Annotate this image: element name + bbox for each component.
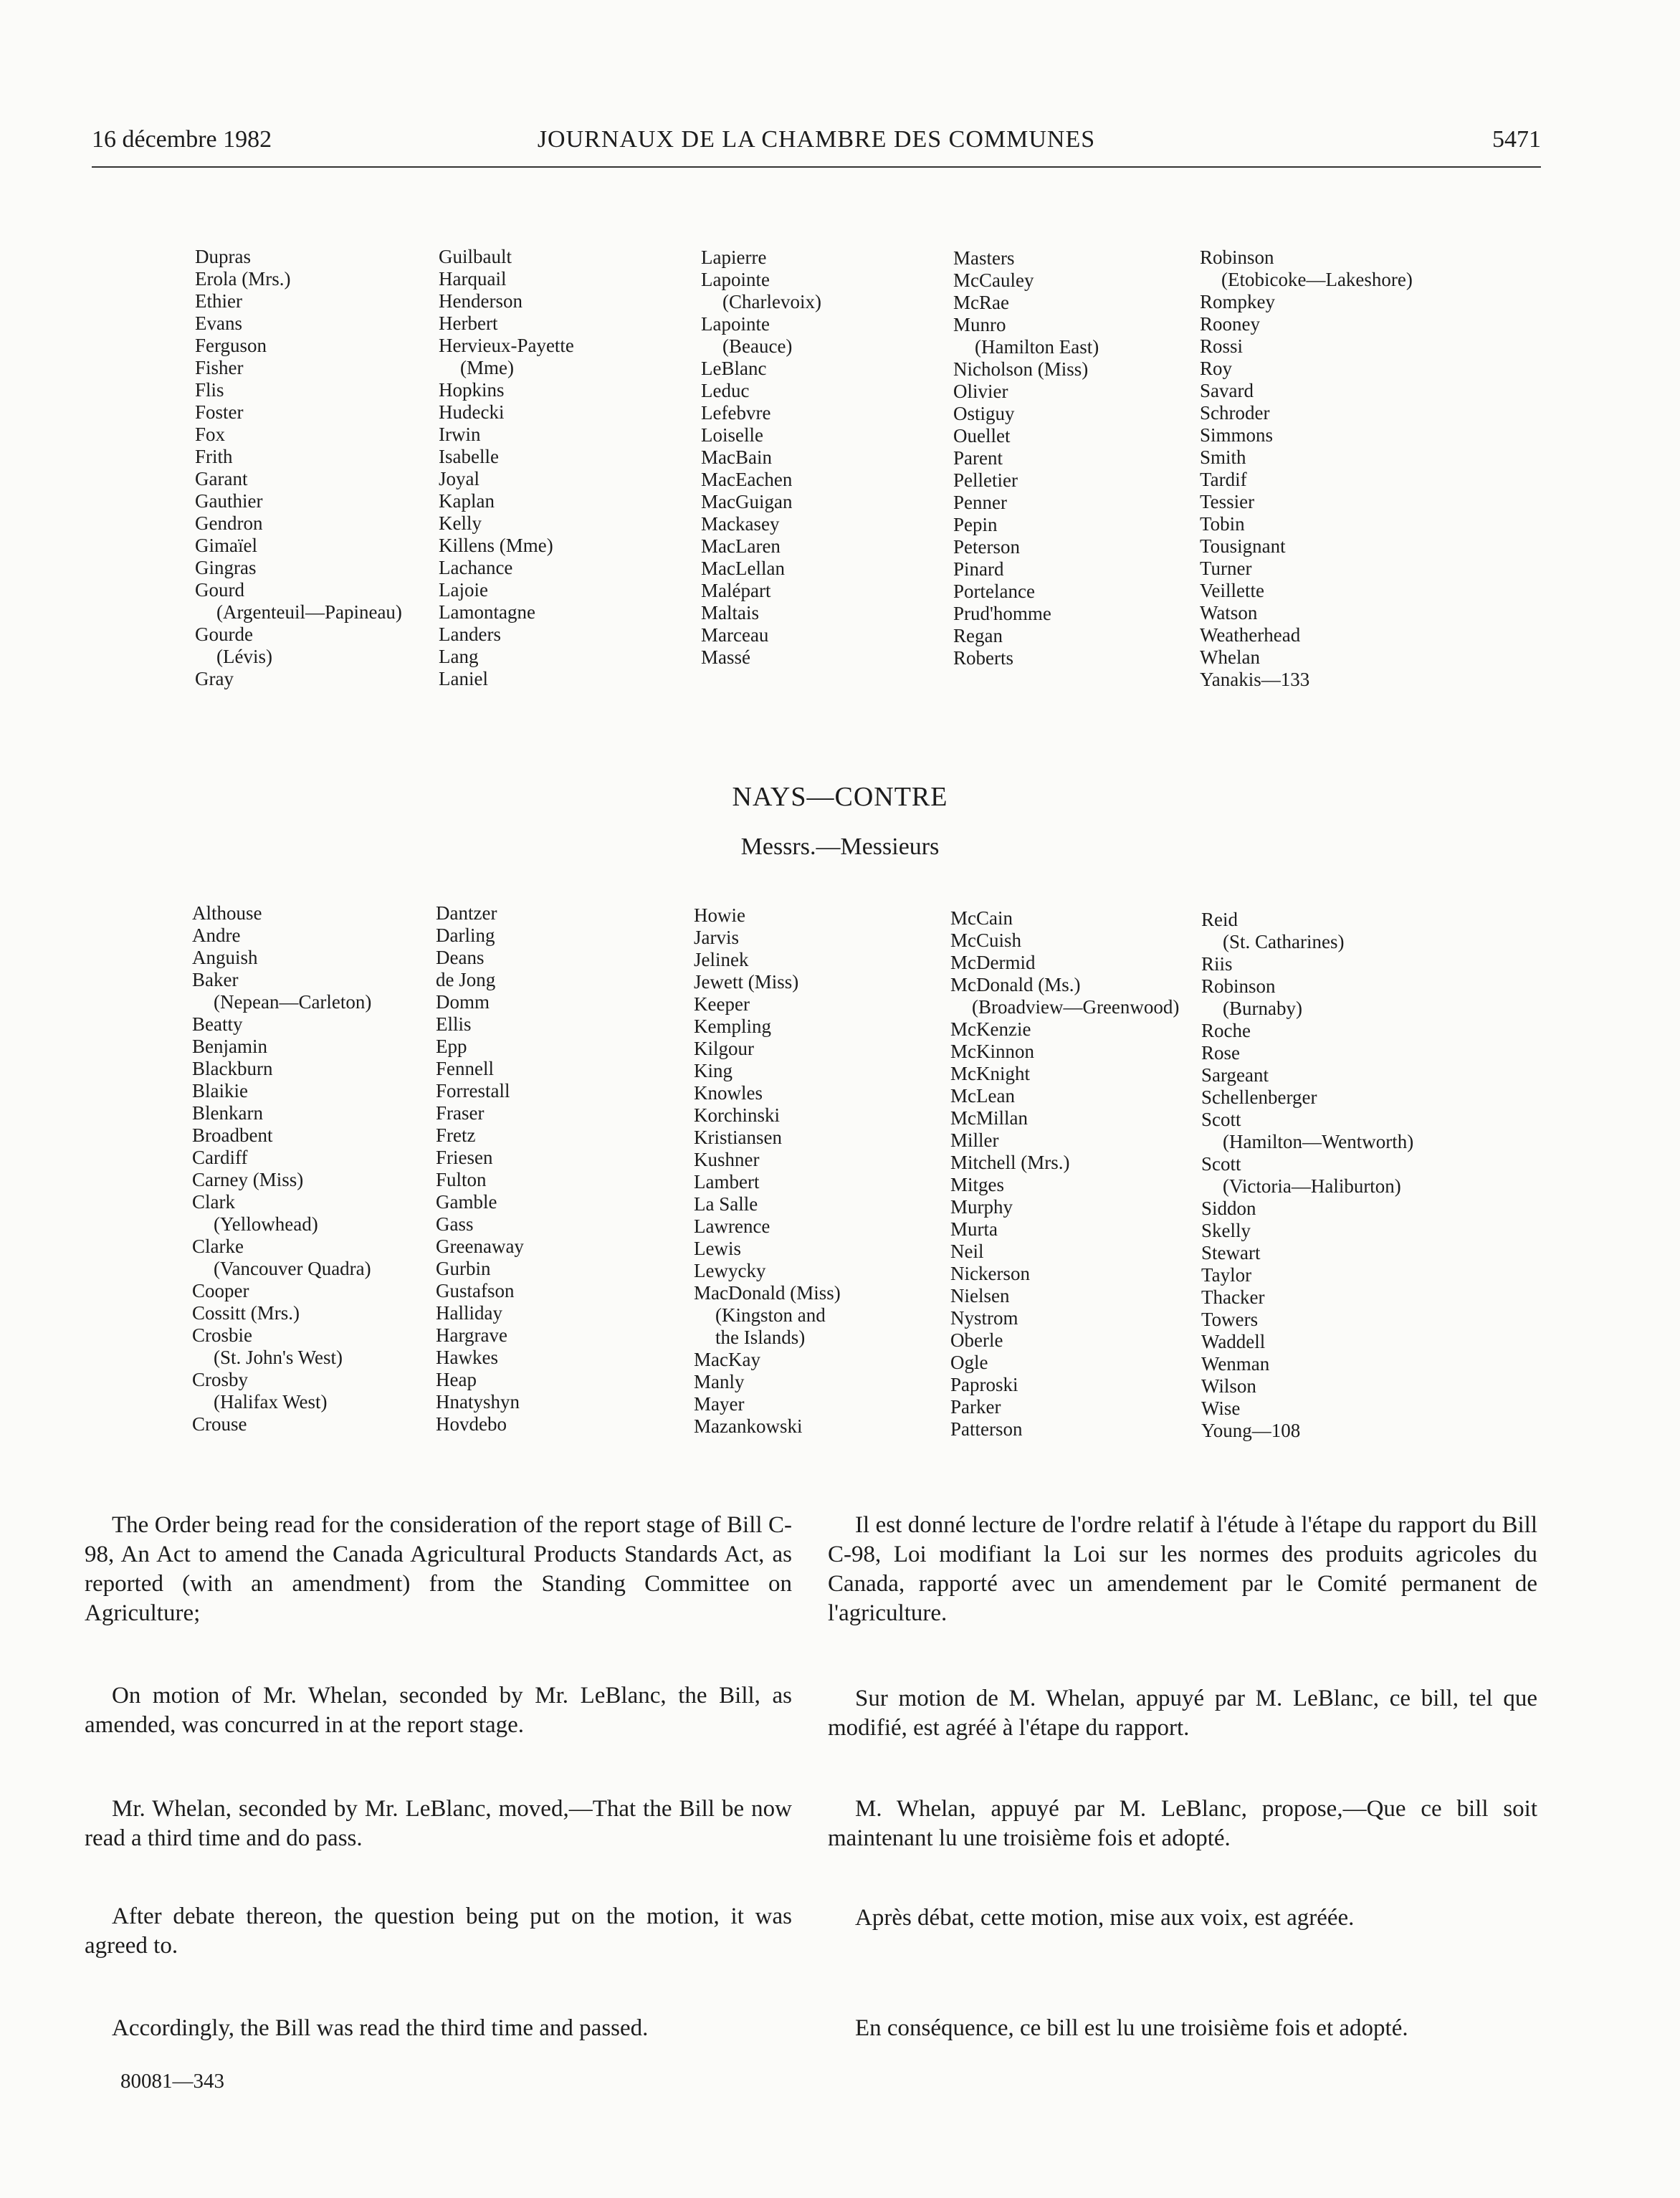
member-name: Lajoie (439, 579, 488, 601)
member-name: Keeper (694, 993, 750, 1015)
member-name: Blaikie (192, 1080, 248, 1102)
member-name: Paproski (950, 1374, 1018, 1395)
member-name: Evans (195, 312, 242, 334)
member-name: Crosbie (192, 1324, 252, 1346)
member-name: Schroder (1200, 402, 1270, 424)
member-name: Deans (436, 947, 485, 968)
member-name: Tessier (1200, 491, 1255, 512)
member-name: Harquail (439, 268, 507, 290)
member-name: Murta (950, 1218, 998, 1240)
nays-column-4 (950, 907, 1179, 1440)
member-name: Benjamin (192, 1036, 267, 1057)
member-name: Gourde (195, 623, 253, 645)
member-name: Crouse (192, 1413, 247, 1435)
member-name: Pinard (953, 558, 1004, 580)
member-name: Crosby (192, 1369, 249, 1390)
member-name: Gamble (436, 1191, 497, 1213)
member-name: Nystrom (950, 1307, 1018, 1329)
member-name: Fisher (195, 357, 244, 378)
member-name: Savard (1200, 380, 1254, 401)
page-header (92, 126, 1541, 168)
member-name: Gourd (195, 579, 244, 601)
paragraph-fr-3: M. Whelan, appuyé par M. LeBlanc, propose,—Que ce bill soit maintenant lu une troisième fois et adopté. (828, 1796, 1537, 1851)
member-name: Blackburn (192, 1058, 273, 1079)
paragraph-fr-1: Il est donné lecture de l'ordre relatif à l'étude à l'étape du rapport du Bill C-98, Loi modifiant la Loi sur les normes des produits agricoles du Canada, rapporté avec un amendement par le Comité permanent de l'agriculture. (828, 1512, 1537, 1626)
member-name: Turner (1200, 558, 1252, 579)
member-name: Gendron (195, 512, 263, 534)
paragraph-fr-4: Après débat, cette motion, mise aux voix, est agréée. (855, 1905, 1355, 1931)
riding-name: (Halifax West) (214, 1391, 328, 1413)
member-name: Roy (1200, 358, 1233, 379)
member-name: McCuish (950, 930, 1022, 951)
riding-name: (Beauce) (722, 335, 793, 357)
member-name: Knowles (694, 1082, 763, 1104)
member-name: MacGuigan (701, 491, 793, 512)
member-name: Cardiff (192, 1147, 248, 1168)
member-name: MacDonald (Miss) (694, 1282, 841, 1304)
member-name: Prud'homme (953, 603, 1051, 624)
footer-code: 80081—343 (120, 2070, 224, 2093)
member-name: Hopkins (439, 379, 505, 401)
member-name: de Jong (436, 969, 496, 990)
member-name: Kelly (439, 512, 482, 534)
member-name: Fennell (436, 1058, 494, 1079)
member-name: Irwin (439, 424, 481, 445)
member-name: Jarvis (694, 927, 739, 948)
member-name: Veillette (1200, 580, 1264, 601)
riding-name: (Victoria—Haliburton) (1223, 1175, 1401, 1197)
member-name: MacBain (701, 446, 772, 468)
member-name: Mitchell (Mrs.) (950, 1152, 1070, 1173)
member-name: Rompkey (1200, 291, 1275, 312)
member-name: Gingras (195, 557, 257, 578)
member-name: Frith (195, 446, 233, 467)
member-name: Broadbent (192, 1124, 273, 1146)
member-name: Leduc (701, 380, 750, 401)
member-name: McLean (950, 1085, 1015, 1107)
member-name: Schellenberger (1201, 1086, 1317, 1108)
member-name: Lapointe (701, 313, 770, 335)
yeas-column-3 (701, 247, 821, 669)
member-name: Oberle (950, 1329, 1003, 1351)
member-name: Althouse (192, 902, 262, 924)
yeas-column-2 (439, 246, 574, 690)
member-name: Simmons (1200, 424, 1274, 446)
member-name: Tardif (1200, 469, 1247, 490)
member-name: Gass (436, 1213, 474, 1235)
member-name: Garant (195, 468, 248, 489)
member-name: Reid (1201, 909, 1238, 930)
yeas-column-1 (195, 246, 402, 690)
member-name: Lewis (694, 1238, 741, 1259)
member-name: Whelan (1200, 646, 1260, 668)
member-name: Taylor (1201, 1264, 1252, 1286)
member-name: Miller (950, 1129, 999, 1151)
member-name: Patterson (950, 1418, 1023, 1440)
member-name: Lawrence (694, 1215, 770, 1237)
member-name: McDonald (Ms.) (950, 974, 1081, 995)
riding-name: (Yellowhead) (214, 1213, 318, 1235)
member-name: Malépart (701, 580, 771, 601)
member-name: Carney (Miss) (192, 1169, 304, 1190)
paragraph-fr-2: Sur motion de M. Whelan, appuyé par M. LeBlanc, ce bill, tel que modifié, est agréé à l'étape du rapport. (828, 1686, 1537, 1741)
member-name: Andre (192, 924, 241, 946)
member-name: Stewart (1201, 1242, 1261, 1263)
member-name: Killens (Mme) (439, 535, 553, 556)
member-name: Gustafson (436, 1280, 515, 1301)
member-name: Thacker (1201, 1286, 1265, 1308)
member-name: Marceau (701, 624, 769, 646)
member-name: La Salle (694, 1193, 758, 1215)
nays-column-5 (1201, 909, 1413, 1442)
member-name: Epp (436, 1036, 467, 1057)
member-name: Hudecki (439, 401, 505, 423)
member-name: Hovdebo (436, 1413, 507, 1435)
member-name: MacLaren (701, 535, 781, 557)
member-name: Joyal (439, 468, 479, 489)
member-name: Roche (1201, 1020, 1251, 1041)
member-name: Hawkes (436, 1347, 498, 1368)
member-name: Lang (439, 646, 479, 667)
member-name: Scott (1201, 1153, 1241, 1175)
member-name: Clarke (192, 1236, 244, 1257)
member-name: Fulton (436, 1169, 487, 1190)
header-date: 16 décembre 1982 (92, 126, 272, 153)
member-name: Clark (192, 1191, 235, 1213)
member-name: Wilson (1201, 1375, 1256, 1397)
member-name: Pepin (953, 514, 998, 535)
member-name: Lewycky (694, 1260, 766, 1281)
riding-name: (Mme) (460, 357, 514, 378)
member-name: Korchinski (694, 1104, 780, 1126)
member-name: Foster (195, 401, 244, 423)
member-name: Lefebvre (701, 402, 771, 424)
member-name: McCain (950, 907, 1013, 929)
member-name: Baker (192, 969, 239, 990)
member-name: Mitges (950, 1174, 1005, 1195)
member-name: Ethier (195, 290, 242, 312)
member-name: Lambert (694, 1171, 760, 1193)
member-name: Ouellet (953, 425, 1011, 446)
nays-column-1 (192, 902, 371, 1435)
member-name: Hervieux-Payette (439, 335, 574, 356)
member-name: Weatherhead (1200, 624, 1301, 646)
member-name: Kushner (694, 1149, 760, 1170)
member-name: Fraser (436, 1102, 485, 1124)
member-name: Scott (1201, 1109, 1241, 1130)
member-name: Portelance (953, 580, 1035, 602)
member-name: Wenman (1201, 1353, 1270, 1375)
member-name: Flis (195, 379, 224, 401)
member-name: MacLellan (701, 558, 785, 579)
riding-name: (Lévis) (216, 646, 272, 667)
member-name: Dantzer (436, 902, 497, 924)
member-name: Howie (694, 904, 745, 926)
member-name: Murphy (950, 1196, 1013, 1218)
header-title: JOURNAUX DE LA CHAMBRE DES COMMUNES (537, 126, 1096, 153)
member-name: Mackasey (701, 513, 780, 535)
member-name: LeBlanc (701, 358, 767, 379)
member-name: Kempling (694, 1016, 771, 1037)
member-name: McKinnon (950, 1041, 1034, 1062)
member-name: Kilgour (694, 1038, 754, 1059)
member-name: Mayer (694, 1393, 745, 1415)
member-name: Robinson (1201, 975, 1276, 997)
nays-column-3 (694, 904, 841, 1438)
member-name: Tousignant (1200, 535, 1286, 557)
member-name: Heap (436, 1369, 477, 1390)
member-name: Parker (950, 1396, 1001, 1418)
member-name: Peterson (953, 536, 1020, 558)
member-name: McMillan (950, 1107, 1028, 1129)
member-name: Manly (694, 1371, 745, 1392)
member-name: Cooper (192, 1280, 249, 1301)
member-name: Erola (Mrs.) (195, 268, 291, 290)
member-name: Munro (953, 314, 1006, 335)
member-name: Ostiguy (953, 403, 1015, 424)
member-name: Regan (953, 625, 1003, 646)
member-name: Ferguson (195, 335, 267, 356)
member-name: Ellis (436, 1013, 472, 1035)
member-name: Landers (439, 623, 501, 645)
member-name: Siddon (1201, 1198, 1256, 1219)
riding-name: (Argenteuil—Papineau) (216, 601, 402, 623)
member-name: Massé (701, 646, 750, 668)
member-name: Maltais (701, 602, 759, 623)
member-name: Blenkarn (192, 1102, 263, 1124)
member-name: Tobin (1200, 513, 1245, 535)
member-name: Rossi (1200, 335, 1244, 357)
member-name: Masters (953, 247, 1015, 269)
member-name: Gimaïel (195, 535, 257, 556)
paragraph-en-4: After debate thereon, the question being put on the motion, it was agreed to. (85, 1903, 792, 1959)
member-name: Lachance (439, 557, 513, 578)
riding-name: (Vancouver Quadra) (214, 1258, 371, 1279)
member-name: McDermid (950, 952, 1036, 973)
member-name: McRae (953, 292, 1009, 313)
member-name: Rooney (1200, 313, 1260, 335)
member-name: Friesen (436, 1147, 493, 1168)
member-name: Young—108 (1201, 1420, 1301, 1441)
member-name: Kristiansen (694, 1127, 782, 1148)
member-name: Pelletier (953, 469, 1018, 491)
member-name: Jelinek (694, 949, 749, 970)
member-name: Rose (1201, 1042, 1240, 1064)
member-name: Riis (1201, 953, 1233, 975)
member-name: Halliday (436, 1302, 502, 1324)
member-name: Skelly (1201, 1220, 1251, 1241)
member-name: Loiselle (701, 424, 763, 446)
member-name: Gauthier (195, 490, 263, 512)
page-number: 5471 (1492, 126, 1541, 153)
nays-subheading: Messrs.—Messieurs (740, 833, 940, 860)
member-name: Smith (1200, 446, 1246, 468)
riding-name: (Hamilton East) (975, 336, 1099, 358)
member-name: Hargrave (436, 1324, 507, 1346)
member-name: Laniel (439, 668, 488, 689)
member-name: Nickerson (950, 1263, 1030, 1284)
nays-heading: NAYS—CONTRE (732, 782, 948, 812)
member-name: Robinson (1200, 247, 1274, 268)
member-name: Isabelle (439, 446, 499, 467)
paragraph-en-2: On motion of Mr. Whelan, seconded by Mr. LeBlanc, the Bill, as amended, was concurred in at the report stage. (85, 1683, 792, 1738)
riding-name: (Charlevoix) (722, 291, 821, 312)
member-name: Lapointe (701, 269, 770, 290)
member-name: Ogle (950, 1352, 988, 1373)
member-name: Towers (1201, 1309, 1259, 1330)
paragraph-en-3: Mr. Whelan, seconded by Mr. LeBlanc, moved,—That the Bill be now read a third time and do pass. (85, 1796, 792, 1851)
member-name: Jewett (Miss) (694, 971, 799, 993)
member-name: Wise (1201, 1397, 1241, 1419)
riding-name: (Hamilton—Wentworth) (1223, 1131, 1414, 1152)
member-name: Cossitt (Mrs.) (192, 1302, 300, 1324)
member-name: Nicholson (Miss) (953, 358, 1089, 380)
member-name: Roberts (953, 647, 1013, 669)
member-name: MacKay (694, 1349, 760, 1370)
nays-column-2 (436, 902, 524, 1435)
member-name: Neil (950, 1241, 984, 1262)
member-name: Penner (953, 492, 1007, 513)
riding-name: (Broadview—Greenwood) (972, 996, 1180, 1018)
yeas-column-4 (953, 247, 1099, 669)
riding-name: (Etobicoke—Lakeshore) (1221, 269, 1413, 290)
member-name: McKnight (950, 1063, 1030, 1084)
member-name: Fox (195, 424, 226, 445)
member-name: King (694, 1060, 732, 1081)
member-name: Herbert (439, 312, 498, 334)
member-name: Sargeant (1201, 1064, 1269, 1086)
member-name: Beatty (192, 1013, 243, 1035)
member-name: Olivier (953, 381, 1008, 402)
member-name: Nielsen (950, 1285, 1010, 1306)
member-name: Waddell (1201, 1331, 1266, 1352)
riding-name: (St. John's West) (214, 1347, 343, 1368)
paragraph-en-5: Accordingly, the Bill was read the third time and passed. (112, 2015, 649, 2041)
member-name: Fretz (436, 1124, 476, 1146)
member-name: Parent (953, 447, 1003, 469)
paragraph-en-1: The Order being read for the consideration of the report stage of Bill C-98, An Act to amend the Canada Agricultural Products Standards Act, as reported (with an amendment) from the Standing Committee on Agriculture; (85, 1512, 792, 1626)
member-name: MacEachen (701, 469, 793, 490)
member-name: Darling (436, 924, 495, 946)
member-name: Domm (436, 991, 490, 1013)
member-name: Dupras (195, 246, 251, 267)
yeas-column-5 (1200, 247, 1413, 691)
member-name: Gurbin (436, 1258, 491, 1279)
member-name: Lamontagne (439, 601, 535, 623)
member-name: Mazankowski (694, 1415, 803, 1437)
riding-name: the Islands) (715, 1327, 806, 1348)
member-name: Greenaway (436, 1236, 524, 1257)
riding-name: (Burnaby) (1223, 998, 1302, 1019)
riding-name: (Kingston and (715, 1304, 826, 1326)
member-name: Guilbault (439, 246, 512, 267)
riding-name: (St. Catharines) (1223, 931, 1345, 952)
member-name: Forrestall (436, 1080, 510, 1102)
member-name: Hnatyshyn (436, 1391, 520, 1413)
member-name: Lapierre (701, 247, 767, 268)
member-name: Yanakis—133 (1200, 669, 1310, 690)
member-name: Henderson (439, 290, 522, 312)
member-name: McKenzie (950, 1018, 1031, 1040)
member-name: Kaplan (439, 490, 495, 512)
paragraph-fr-5: En conséquence, ce bill est lu une troisième fois et adopté. (855, 2015, 1408, 2041)
riding-name: (Nepean—Carleton) (214, 991, 372, 1013)
member-name: Watson (1200, 602, 1258, 623)
member-name: Anguish (192, 947, 258, 968)
member-name: McCauley (953, 269, 1034, 291)
member-name: Gray (195, 668, 234, 689)
